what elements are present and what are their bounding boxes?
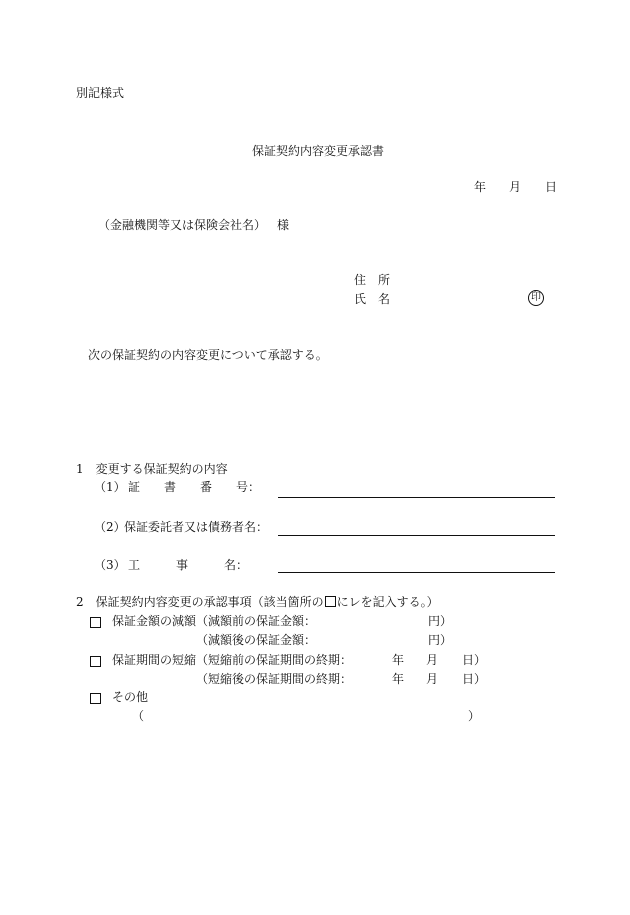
address-label: 住 所 [354,273,391,287]
intro-text: 次の保証契約の内容変更について承認する。 [88,348,328,362]
item1-input-line[interactable] [278,497,555,498]
item1-number: （1） [94,480,126,494]
amount-before-unit: 円） [428,614,453,628]
section1-heading: 1 変更する保証契約の内容 [76,462,228,476]
item3-input-line[interactable] [278,572,555,573]
other-label: その他 [112,690,149,704]
other-checkbox[interactable] [90,693,101,704]
period-shortening-label: 保証期間の短縮 [112,653,197,667]
period-before-day: 日） [462,653,487,667]
amount-after-label: （減額後の保証金額： [196,633,317,647]
item1-label: 証 書 番 号： [128,480,261,494]
date-month: 月 [509,180,522,194]
checkbox-glyph-icon [325,596,336,607]
item2-input-line[interactable] [278,535,555,536]
section2-heading-before: 2 保証契約内容変更の承認事項（該当箇所の [76,595,324,609]
period-shortening-checkbox[interactable] [90,656,101,667]
date-day: 日 [545,180,558,194]
section2-heading [76,595,439,609]
item3-label: 工 事 名： [128,558,249,572]
section2-heading-after: にレを記入する。） [336,595,439,609]
period-before-month: 月 [426,653,439,667]
amount-after-unit: 円） [428,633,453,647]
addressee-honorific: 様 [277,218,290,232]
period-after-label: （短縮後の保証期間の終期： [196,672,353,686]
document-title: 保証契約内容変更承認書 [252,144,385,158]
period-before-year: 年 [392,653,405,667]
date-year: 年 [474,180,487,194]
name-label: 氏 名 [354,292,391,306]
seal-mark: 印 [528,290,544,306]
other-open-paren: （ [132,709,145,723]
item2-number: （2） [94,520,126,534]
period-after-year: 年 [392,672,405,686]
amount-before-label: （減額前の保証金額： [196,614,317,628]
item2-label: 保証委託者又は債務者名： [124,520,269,534]
form-label: 別記様式 [76,86,125,100]
period-after-month: 月 [426,672,439,686]
item3-number: （3） [94,558,126,572]
amount-reduction-checkbox[interactable] [90,617,101,628]
amount-reduction-label: 保証金額の減額 [112,614,197,628]
period-before-label: （短縮前の保証期間の終期： [196,653,353,667]
other-close-paren: ） [468,709,481,723]
addressee-name: （金融機関等又は保険会社名） [98,218,267,232]
period-after-day: 日） [462,672,487,686]
